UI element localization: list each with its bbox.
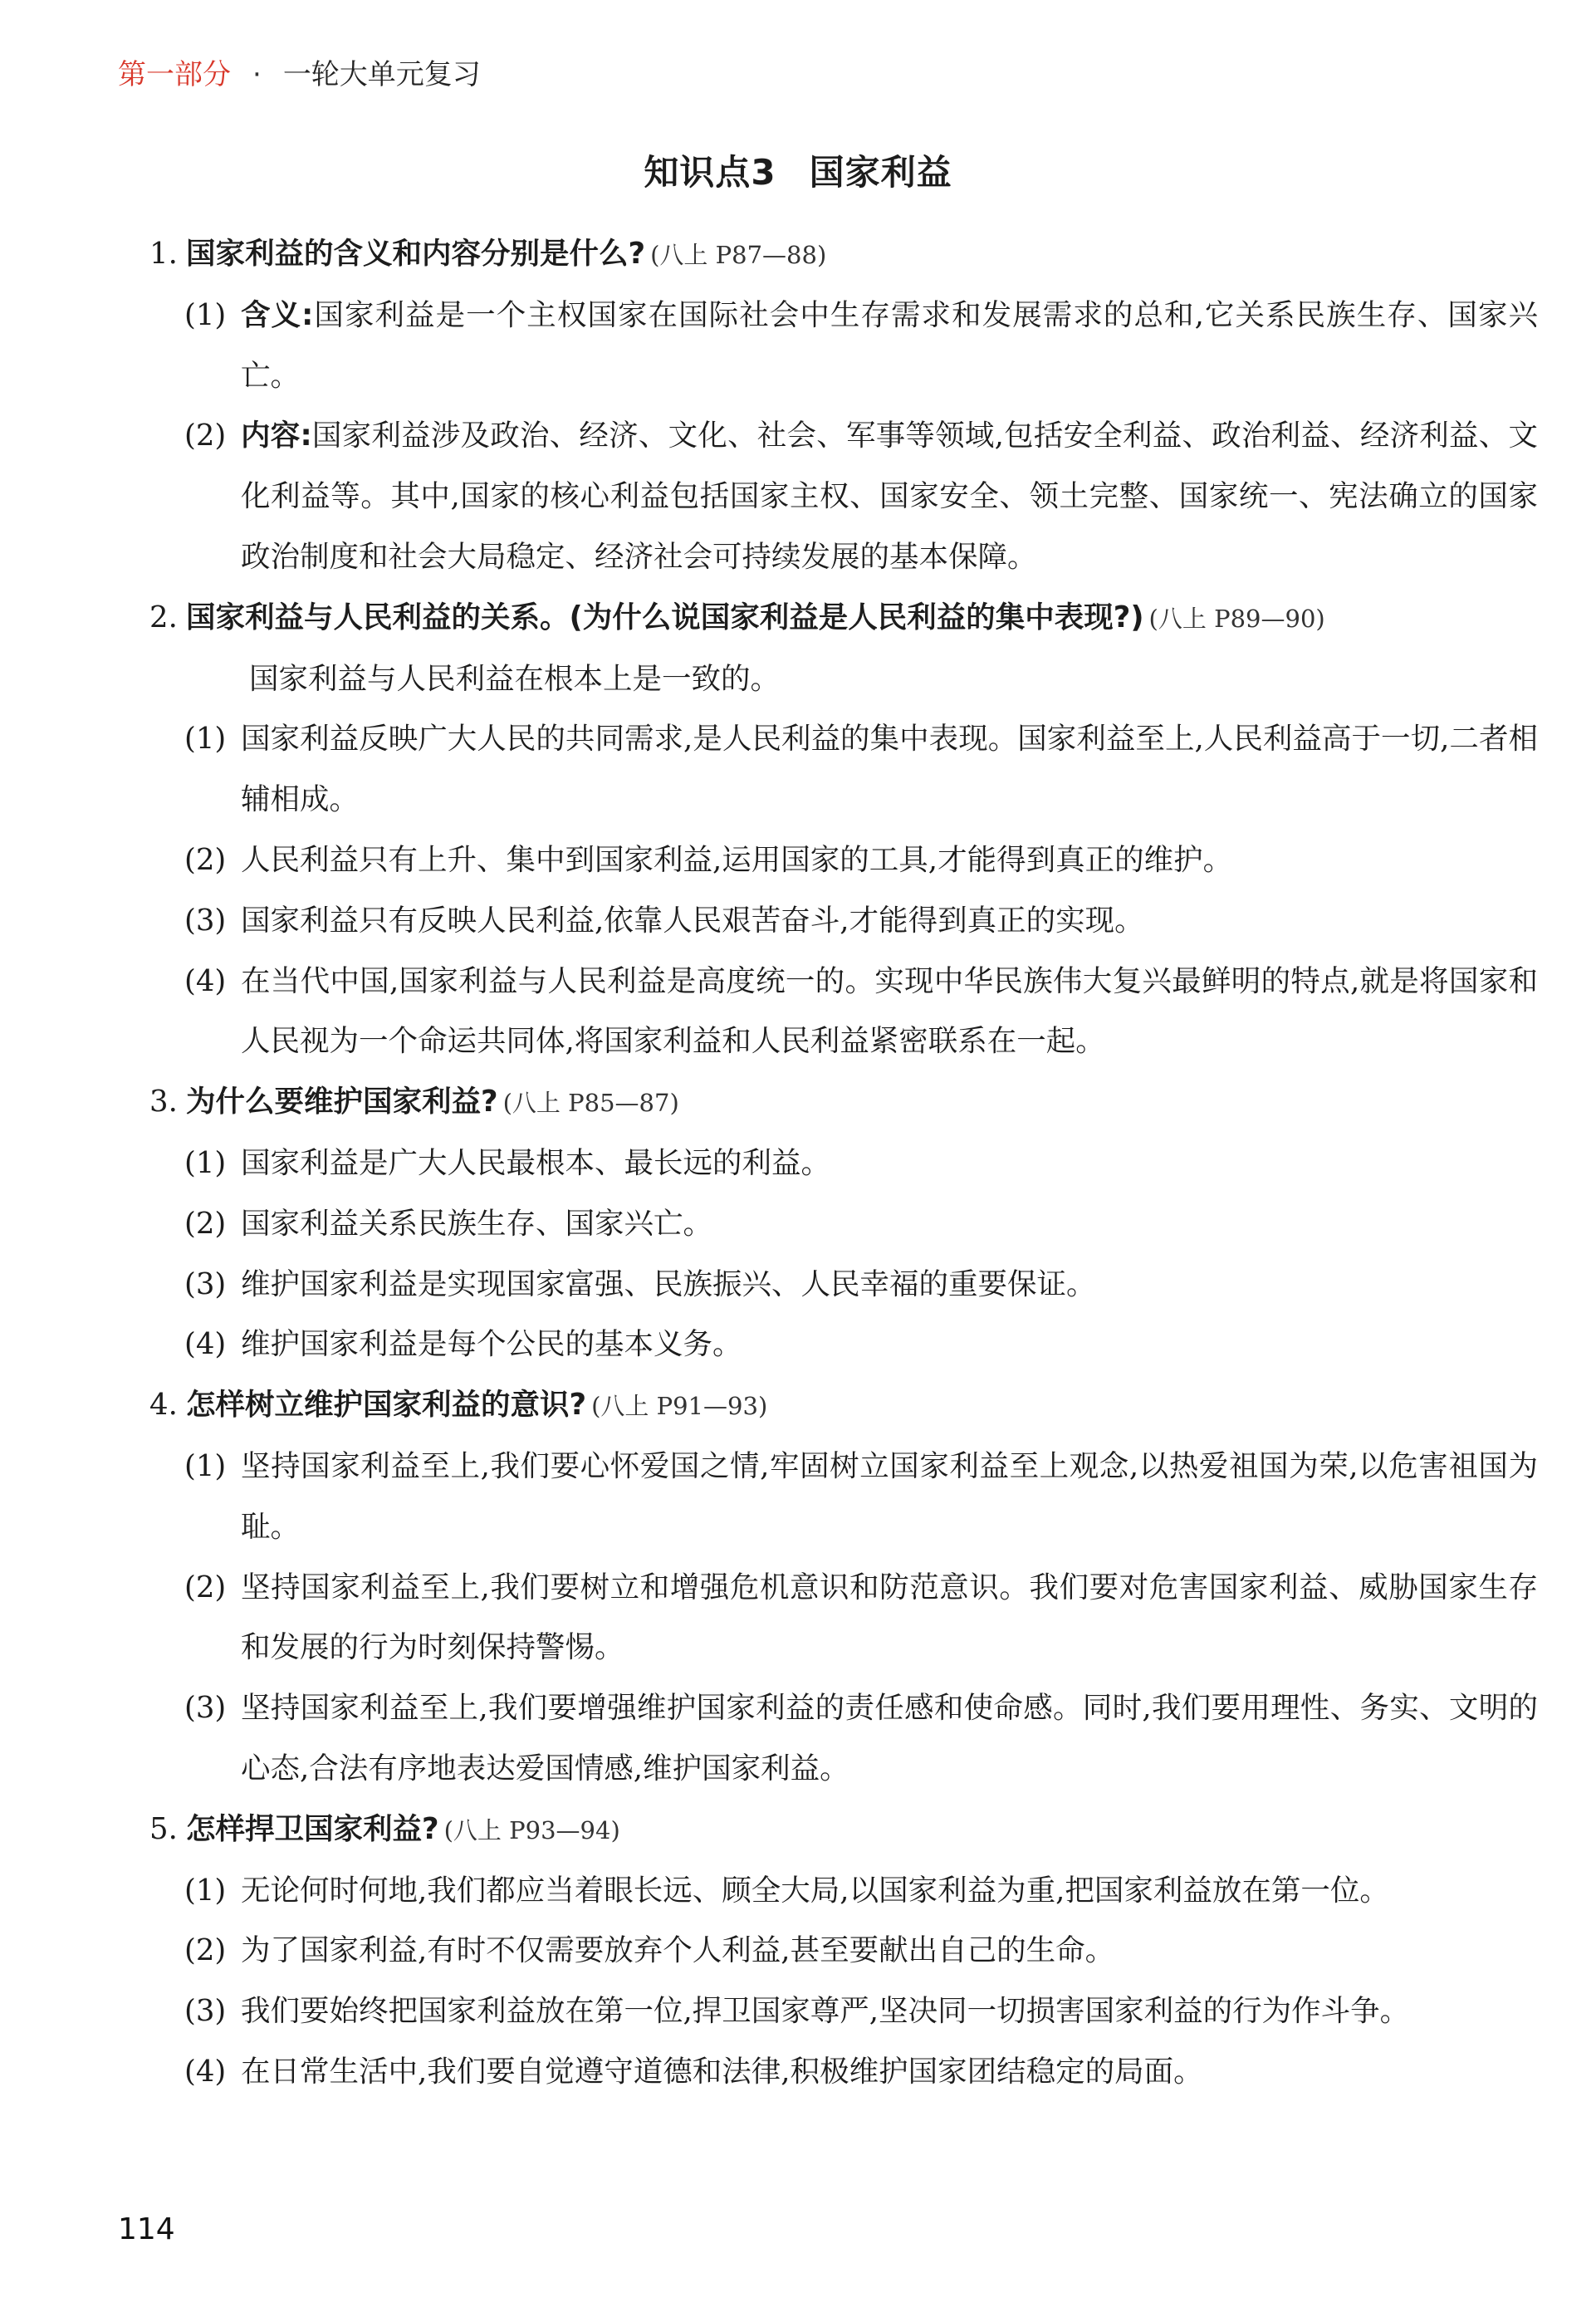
question-text: 国家利益的含义和内容分别是什么? xyxy=(186,237,646,271)
question-heading xyxy=(149,588,1538,649)
question-number: 2. xyxy=(149,600,178,634)
title-label: 知识点3 xyxy=(644,152,776,193)
item-number: (4) xyxy=(184,1327,227,1362)
item-text: 维护国家利益是实现国家富强、民族振兴、人民幸福的重要保证。 xyxy=(241,1266,1096,1301)
answer-item xyxy=(149,286,1538,407)
item-number: (1) xyxy=(184,1145,227,1180)
question-section xyxy=(149,224,1538,588)
textbook-reference: (八上 P85—87) xyxy=(502,1089,679,1118)
answer-item xyxy=(149,891,1538,952)
question-heading xyxy=(149,1072,1538,1134)
intro-paragraph: 国家利益与人民利益在根本上是一致的。 xyxy=(249,661,781,696)
page-number: 114 xyxy=(118,2212,175,2246)
item-text: 国家利益涉及政治、经济、文化、社会、军事等领域,包括安全利益、政治利益、经济利益、文化利益等。其中,国家的核心利益包括国家主权、国家安全、领土完整、国家统一、宪法确立的国家政治制度和社会大局稳定、经济社会可持续发展的基本保障。 xyxy=(241,419,1538,574)
item-number: (3) xyxy=(184,1994,227,2029)
item-number: (2) xyxy=(184,1206,227,1241)
answer-item xyxy=(149,1437,1538,1558)
answer-item xyxy=(149,1921,1538,1981)
item-text: 国家利益是一个主权国家在国际社会中生存需求和发展需求的总和,它关系民族生存、国家兴亡。 xyxy=(241,297,1538,393)
question-text: 怎样捍卫国家利益? xyxy=(186,1811,439,1846)
question-section xyxy=(149,1800,1538,2103)
answer-item xyxy=(149,2042,1538,2103)
answer-item xyxy=(149,1315,1538,1375)
header-part: 第一部分 xyxy=(118,58,231,91)
item-number: (1) xyxy=(184,297,227,332)
item-number: (1) xyxy=(184,722,227,757)
textbook-reference: (八上 P89—90) xyxy=(1148,604,1325,633)
header-separator: · xyxy=(252,58,262,91)
answer-item xyxy=(149,1981,1538,2042)
question-section xyxy=(149,588,1538,1072)
page-title xyxy=(0,149,1596,196)
question-number: 4. xyxy=(149,1388,178,1423)
item-number: (4) xyxy=(184,2054,227,2089)
question-text: 国家利益与人民利益的关系。(为什么说国家利益是人民利益的集中表现?) xyxy=(186,600,1144,634)
item-number: (2) xyxy=(184,842,227,877)
textbook-reference: (八上 P93—94) xyxy=(443,1815,620,1844)
answer-item xyxy=(149,1134,1538,1194)
item-keyword: 含义: xyxy=(241,297,314,332)
answer-item xyxy=(149,1861,1538,1922)
item-text: 坚持国家利益至上,我们要树立和增强危机意识和防范意识。我们要对危害国家利益、威胁国家生存和发展的行为时刻保持警惕。 xyxy=(241,1570,1538,1665)
item-text: 国家利益关系民族生存、国家兴亡。 xyxy=(241,1206,713,1241)
item-text: 我们要始终把国家利益放在第一位,捍卫国家尊严,坚决同一切损害国家利益的行为作斗争。 xyxy=(241,1994,1410,2029)
question-heading xyxy=(149,224,1538,286)
question-number: 3. xyxy=(149,1085,178,1119)
item-text: 在当代中国,国家利益与人民利益是高度统一的。实现中华民族伟大复兴最鲜明的特点,就是将国家和人民视为一个命运共同体,将国家利益和人民利益紧密联系在一起。 xyxy=(241,963,1538,1059)
item-text: 无论何时何地,我们都应当着眼长远、顾全大局,以国家利益为重,把国家利益放在第一位。 xyxy=(241,1873,1389,1908)
answer-item xyxy=(149,1194,1538,1255)
item-number: (3) xyxy=(184,1691,227,1726)
item-text: 坚持国家利益至上,我们要心怀爱国之情,牢固树立国家利益至上观念,以热爱祖国为荣,以危害祖国为耻。 xyxy=(241,1448,1538,1544)
page-header xyxy=(118,51,481,98)
question-section xyxy=(149,1375,1538,1800)
knowledge-content xyxy=(149,224,1538,2103)
textbook-reference: (八上 P91—93) xyxy=(591,1392,768,1421)
item-text: 为了国家利益,有时不仅需要放弃个人利益,甚至要献出自己的生命。 xyxy=(241,1933,1115,1968)
item-text: 坚持国家利益至上,我们要增强维护国家利益的责任感和使命感。同时,我们要用理性、务实、文明的心态,合法有序地表达爱国情感,维护国家利益。 xyxy=(241,1691,1538,1786)
item-text: 人民利益只有上升、集中到国家利益,运用国家的工具,才能得到真正的维护。 xyxy=(241,842,1233,877)
answer-item xyxy=(149,830,1538,891)
item-text: 在日常生活中,我们要自觉遵守道德和法律,积极维护国家团结稳定的局面。 xyxy=(241,2054,1203,2089)
textbook-reference: (八上 P87—88) xyxy=(650,241,827,269)
item-number: (2) xyxy=(184,419,227,453)
answer-item xyxy=(149,1255,1538,1315)
item-text: 维护国家利益是每个公民的基本义务。 xyxy=(241,1327,742,1362)
item-number: (2) xyxy=(184,1933,227,1968)
answer-item xyxy=(149,1678,1538,1800)
item-text: 国家利益反映广大人民的共同需求,是人民利益的集中表现。国家利益至上,人民利益高于一切,二者相辅相成。 xyxy=(241,722,1538,817)
answer-item xyxy=(149,1558,1538,1679)
answer-item xyxy=(149,709,1538,830)
answer-item xyxy=(149,406,1538,587)
question-heading xyxy=(149,1375,1538,1437)
item-keyword: 内容: xyxy=(241,419,312,453)
item-number: (1) xyxy=(184,1873,227,1908)
question-text: 为什么要维护国家利益? xyxy=(186,1085,498,1119)
title-name: 国家利益 xyxy=(809,152,952,193)
header-subtitle: 一轮大单元复习 xyxy=(282,58,481,91)
question-number: 5. xyxy=(149,1811,178,1846)
question-number: 1. xyxy=(149,237,178,271)
answer-item xyxy=(149,952,1538,1073)
item-number: (3) xyxy=(184,903,227,938)
question-section xyxy=(149,1072,1538,1375)
item-text: 国家利益只有反映人民利益,依靠人民艰苦奋斗,才能得到真正的实现。 xyxy=(241,903,1144,938)
item-text: 国家利益是广大人民最根本、最长远的利益。 xyxy=(241,1145,831,1180)
item-number: (1) xyxy=(184,1448,227,1483)
item-number: (2) xyxy=(184,1570,227,1604)
item-number: (3) xyxy=(184,1266,227,1301)
question-heading xyxy=(149,1800,1538,1861)
item-number: (4) xyxy=(184,963,227,998)
question-text: 怎样树立维护国家利益的意识? xyxy=(186,1388,587,1423)
